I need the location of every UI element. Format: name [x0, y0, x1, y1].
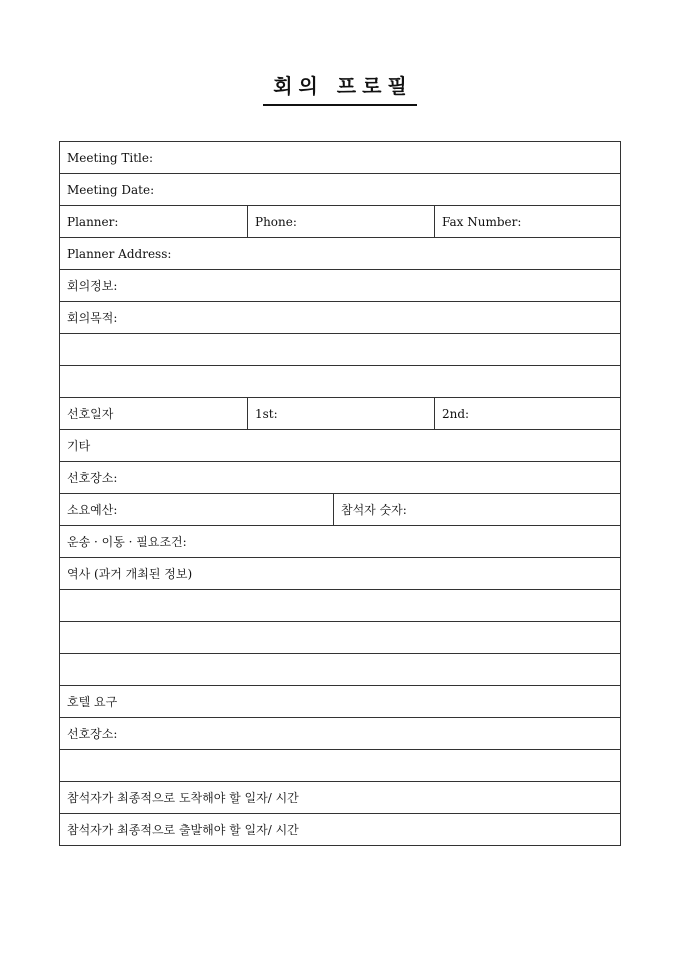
blank-field[interactable] [60, 334, 620, 365]
page-title: 회의 프로필 [263, 74, 417, 106]
meeting-purpose-field[interactable]: 회의목적: [67, 311, 118, 325]
form-row-history [60, 557, 620, 589]
phone-field[interactable]: Phone: [247, 206, 434, 237]
form-row-transport [60, 525, 620, 557]
history-field[interactable]: 역사 (과거 개최된 정보) [67, 567, 193, 581]
budget-field[interactable]: 소요예산: [67, 503, 118, 517]
form-row-blank-1 [60, 333, 620, 365]
planner-field[interactable]: Planner: [67, 214, 119, 229]
first-choice-field[interactable]: 1st: [247, 398, 434, 429]
form-row-planner-address [60, 237, 620, 269]
form-row-meeting-purpose [60, 301, 620, 333]
form-row-preferred-venue [60, 461, 620, 493]
final-departure-field[interactable]: 참석자가 최종적으로 출발해야 할 일자/ 시간 [67, 823, 299, 837]
title-wrapper [0, 74, 680, 106]
final-arrival-field[interactable]: 참석자가 최종적으로 도착해야 할 일자/ 시간 [67, 791, 299, 805]
meeting-date-field[interactable]: Meeting Date: [67, 182, 155, 197]
form-row-planner-contact [60, 205, 620, 237]
form-row-blank-4 [60, 621, 620, 653]
form-row-final-departure [60, 813, 620, 845]
blank-field[interactable] [60, 366, 620, 397]
form-row-blank-3 [60, 589, 620, 621]
fax-number-field[interactable]: Fax Number: [434, 206, 620, 237]
form-row-blank-5 [60, 653, 620, 685]
form-row-meeting-date [60, 173, 620, 205]
meeting-info-field[interactable]: 회의정보: [67, 279, 118, 293]
preferred-venue-field-2[interactable]: 선호장소: [67, 727, 118, 741]
blank-field[interactable] [60, 590, 620, 621]
form-row-budget-attendees [60, 493, 620, 525]
second-choice-field[interactable]: 2nd: [434, 398, 620, 429]
transport-requirements-field[interactable]: 운송 · 이동 · 필요조건: [67, 535, 187, 549]
other-field[interactable]: 기타 [67, 439, 91, 453]
preferred-venue-field[interactable]: 선호장소: [67, 471, 118, 485]
form-row-preferred-venue-2 [60, 717, 620, 749]
form-row-preferred-date [60, 397, 620, 429]
form-row-blank-6 [60, 749, 620, 781]
meeting-profile-form [59, 141, 621, 846]
form-row-other [60, 429, 620, 461]
hotel-requirements-field[interactable]: 호텔 요구 [67, 695, 118, 709]
blank-field[interactable] [60, 622, 620, 653]
form-row-meeting-info [60, 269, 620, 301]
form-row-meeting-title [60, 142, 620, 173]
preferred-date-label: 선호일자 [67, 407, 114, 421]
form-row-final-arrival [60, 781, 620, 813]
meeting-title-field[interactable]: Meeting Title: [67, 150, 154, 165]
attendee-count-field[interactable]: 참석자 숫자: [333, 494, 620, 525]
blank-field[interactable] [60, 750, 620, 781]
form-row-blank-2 [60, 365, 620, 397]
planner-address-field[interactable]: Planner Address: [67, 246, 172, 261]
form-row-hotel-requirements [60, 685, 620, 717]
blank-field[interactable] [60, 654, 620, 685]
